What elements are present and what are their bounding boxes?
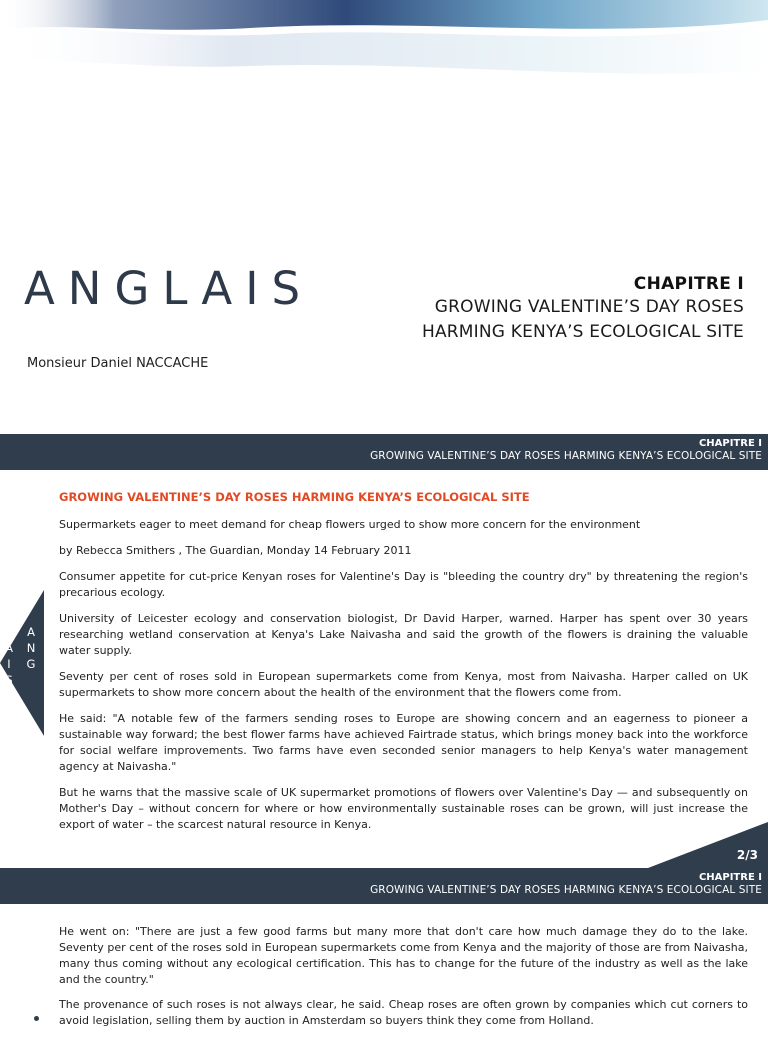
article-body [59,489,748,843]
article-paragraph: Consumer appetite for cut-price Kenyan roses for Valentine's Day is "bleeding the country dry" by threatening the region's precarious ecology. [59,570,748,599]
cover-subtitle-line1: GROWING VALENTINE’S DAY ROSES [434,297,744,317]
side-letter: G [26,657,36,671]
article-byline: by Rebecca Smithers , The Guardian, Monday 14 February 2011 [59,544,412,557]
band-subtitle: GROWING VALENTINE’S DAY ROSES HARMING KENYA’S ECOLOGICAL SITE [370,884,762,896]
side-letter: A [5,641,13,655]
article-paragraph: But he warns that the massive scale of UK supermarket promotions of flowers over Valentine's Day — and subsequently on Mother's Day – without concern for where or how environmentally sustainable roses can be grown, will just increase the export of water – the scarcest natural resource in Kenya. [59,786,748,831]
band-chapter-label: CHAPITRE I [698,438,762,449]
side-tab-letters-left [2,624,16,688]
chapter-header-band [0,434,768,470]
page-number: 2/3 [736,848,758,862]
band-subtitle: GROWING VALENTINE’S DAY ROSES HARMING KENYA’S ECOLOGICAL SITE [370,450,762,462]
side-tab-letters-right [24,624,38,672]
article-paragraph: Seventy per cent of roses sold in European supermarkets come from Kenya, most from Naivasha. Harper called on UK supermarkets to show more concern about the health of the environment that the flowers come from. [59,670,748,699]
cover-chapter-label: CHAPITRE I [633,274,744,294]
article-paragraph: University of Leicester ecology and conservation biologist, Dr David Harper, warned. Harper has spent over 30 years researching wetland conservation at Kenya's Lake Naivasha and said the growth of the flowers is draining the valuable water supply. [59,612,748,657]
author-name: Monsieur Daniel NACCACHE [27,356,209,371]
side-letter: L [5,625,13,639]
article-continuation [59,924,748,1038]
bullet-dot [34,1016,39,1021]
article-paragraph: He said: "A notable few of the farmers sending roses to Europe are showing concern and an eagerness to pioneer a sustainable way forward; the best flower farms have achieved Fairtrade status, which brings money back into the workforce for social welfare improvements. Two farms have even seconded senior managers to help Kenya's water management agency at Naivasha." [59,712,748,773]
article-subheading: Supermarkets eager to meet demand for cheap flowers urged to show more concern for the environment [59,518,641,531]
side-letter: A [27,625,35,639]
band-chapter-label: CHAPITRE I [698,872,762,883]
cover-chapter-block [422,274,744,344]
cover-subtitle-line2: HARMING KENYA’S ECOLOGICAL SITE [421,322,744,342]
side-letter: N [26,641,36,655]
side-letter: S [5,673,13,687]
side-letter: I [7,657,11,671]
article-heading: GROWING VALENTINE’S DAY ROSES HARMING KENYA’S ECOLOGICAL SITE [59,490,530,504]
course-title: ANGLAIS [24,262,314,315]
article-paragraph: He went on: "There are just a few good farms but many more that don't care how much damage they do to the lake. Seventy per cent of the roses sold in European supermarkets come from Kenya and the majority of those are from Naivasha, many thus coming without any ecological certification. This has to change for the future of the industry as well as the lake and the country." [59,925,748,986]
header-swoosh-graphic [0,0,768,90]
article-paragraph: The provenance of such roses is not always clear, he said. Cheap roses are often grown by companies which cut corners to avoid legislation, selling them by auction in Amsterdam so buyers think they come from Holland. [59,998,748,1027]
chapter-header-band [0,868,768,904]
